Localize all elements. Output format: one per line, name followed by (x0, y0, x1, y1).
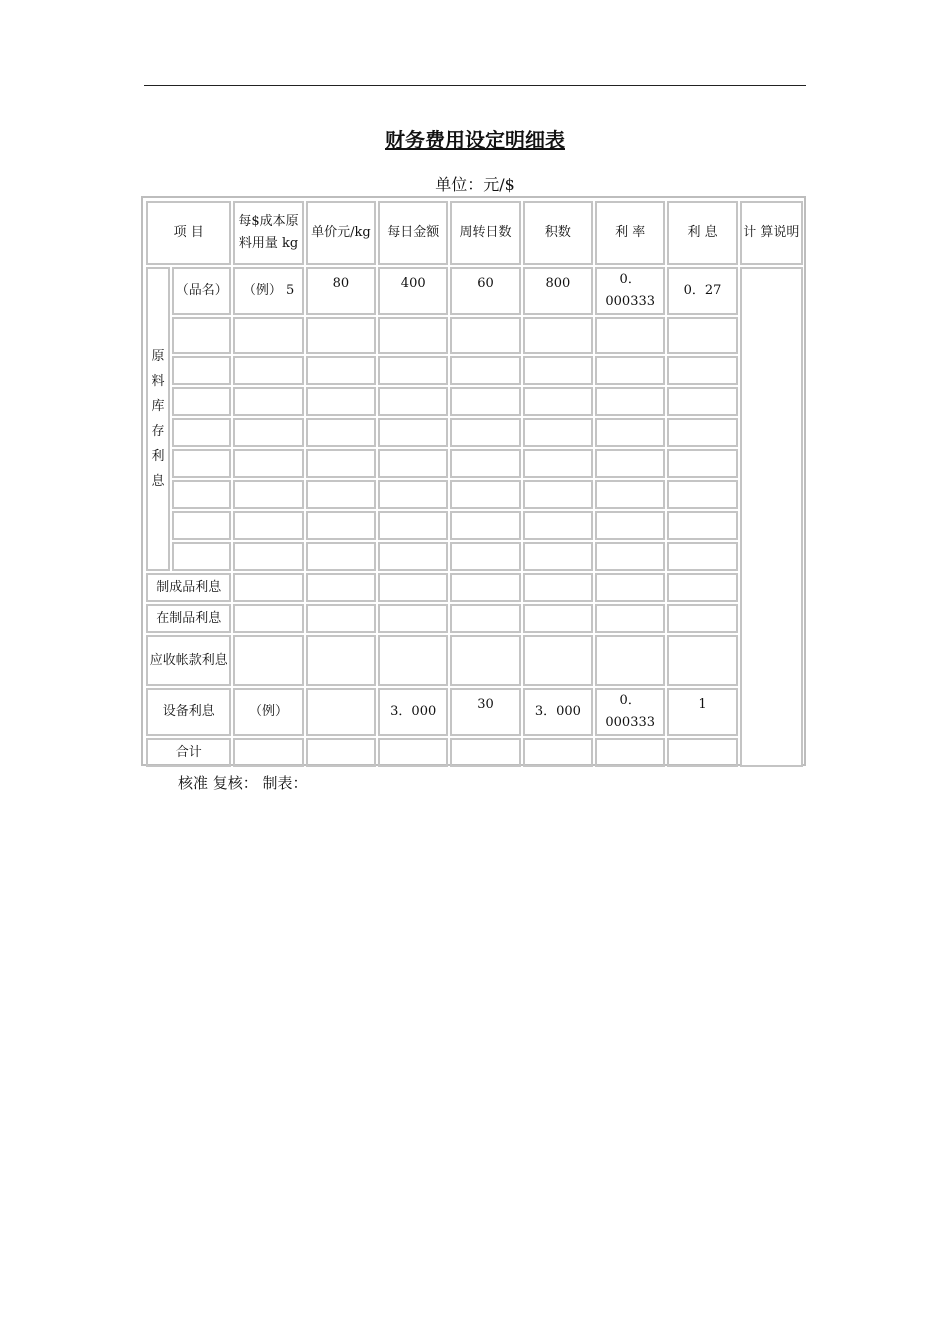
table-row-wip (146, 604, 803, 633)
table-row (146, 387, 803, 416)
cell-interest: 1 (667, 688, 737, 736)
header-interest: 利 息 (667, 201, 737, 265)
cell-turnover-days: 30 (450, 688, 520, 736)
table-row (146, 317, 803, 354)
table-row (146, 418, 803, 447)
row-label-finished-goods: 制成品利息 (146, 573, 231, 602)
header-daily-amount: 每日金额 (378, 201, 448, 265)
header-notes: 计 算说明 (740, 201, 803, 265)
row-label-total: 合计 (146, 738, 231, 767)
header-turnover-days: 周转日数 (450, 201, 520, 265)
header-rate: 利 率 (595, 201, 665, 265)
row-label-equipment: 设备利息 (146, 688, 231, 736)
header-item: 项 目 (146, 201, 231, 265)
cell-turnover-days: 60 (450, 267, 520, 315)
header-unit-price: 单价元/kg (306, 201, 376, 265)
table-row (146, 267, 803, 315)
document-title: 财务费用设定明细表 (385, 128, 565, 152)
cell-rate: 0．000333 (595, 688, 665, 736)
cell-usage: （例） (233, 688, 303, 736)
cell-product-name: （品名） (172, 267, 231, 315)
unit-label: 单位：元/$ (435, 175, 515, 194)
signature-line: 核准 复核： 制表： (178, 774, 308, 792)
table-row (146, 480, 803, 509)
table-row-equipment (146, 688, 803, 736)
expense-table-frame (141, 196, 806, 766)
cell-daily-amount: 400 (378, 267, 448, 315)
header-row (146, 201, 803, 265)
header-product: 积数 (523, 201, 593, 265)
table-row-receivables (146, 635, 803, 686)
row-label-wip: 在制品利息 (146, 604, 231, 633)
cell-product: 800 (523, 267, 593, 315)
table-row (146, 356, 803, 385)
cell-usage: （例） 5 (233, 267, 303, 315)
table-row (146, 511, 803, 540)
notes-column-cell (740, 267, 803, 767)
raw-material-group-label: 原 料 库 存 利 息 (146, 267, 170, 571)
table-row (146, 542, 803, 571)
cell-product: 3．000 (523, 688, 593, 736)
top-rule (144, 85, 806, 86)
row-label-receivables: 应收帐款利息 (146, 635, 231, 686)
expense-table (144, 199, 805, 769)
table-row (146, 449, 803, 478)
cell-interest: 0．27 (667, 267, 737, 315)
header-usage: 每$成本原料用量 kg (233, 201, 303, 265)
table-row-finished-goods (146, 573, 803, 602)
cell-rate: 0．000333 (595, 267, 665, 315)
cell-unit-price: 80 (306, 267, 376, 315)
cell-daily-amount: 3．000 (378, 688, 448, 736)
table-row-total (146, 738, 803, 767)
